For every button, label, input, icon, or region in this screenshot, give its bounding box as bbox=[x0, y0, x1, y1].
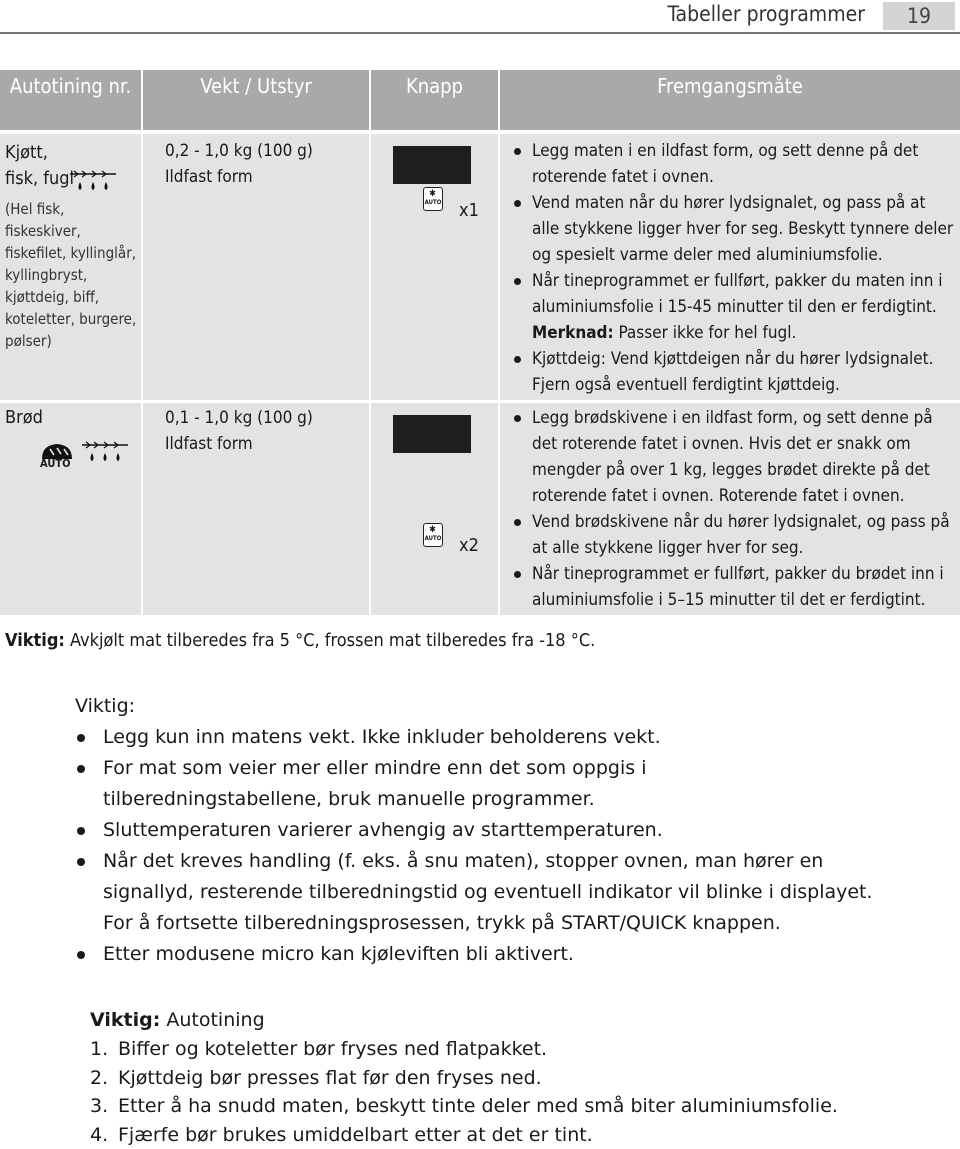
procedure-steps bbox=[510, 405, 954, 613]
display-window bbox=[393, 146, 471, 184]
table-note-text: Avkjølt mat tilberedes fra 5 °C, frossen mat tilberedes fra -18 °C. bbox=[64, 630, 596, 651]
procedure-step: Legg brødskivene i en ildfast form, og sett denne på det roterende fatet i ovnen. Hvis det er snakk om mengder på over 1 kg, legges brødet direkte på det roterende fatet i ovnen. Roterende fatet i ovnen. bbox=[510, 405, 954, 509]
list-item: 1. Biffer og koteletter bør fryses ned flatpakket. bbox=[90, 1038, 548, 1060]
procedure-step: Kjøttdeig: Vend kjøttdeigen når du hører lydsignalet. Fjern også eventuell ferdigtint kjøttdeig. bbox=[510, 346, 954, 398]
procedure-step: Vend maten når du hører lydsignalet, og pass på at alle stykkene ligger hver for seg. Beskytt tynnere deler og spesielt varme deler med aluminiumsfolie. bbox=[510, 190, 954, 268]
important-heading: Viktig: bbox=[75, 695, 136, 717]
autothaw-heading-title: Autotining bbox=[160, 1009, 265, 1031]
procedure-step: Vend brødskivene når du hører lydsignalet, og pass på at alle stykkene ligger hver for seg. bbox=[510, 509, 954, 561]
procedure-step: Legg maten i en ildfast form, og sett denne på det roterende fatet i ovnen. bbox=[510, 138, 954, 190]
defrost-icon bbox=[68, 170, 118, 196]
category-label: Brød bbox=[5, 407, 43, 428]
list-item: 3. Etter å ha snudd maten, beskytt tinte deler med små biter aluminiumsfolie. bbox=[90, 1095, 838, 1117]
table-row-meat-procedure bbox=[500, 134, 960, 400]
list-item: Legg kun inn matens vekt. Ikke inkluder beholderens vekt. bbox=[75, 722, 955, 753]
remark-label: Merknad: bbox=[532, 323, 614, 343]
table-row-meat-button bbox=[371, 134, 498, 400]
auto-label: AUTO bbox=[40, 457, 71, 470]
category-label: Kjøtt, fisk, fugl bbox=[5, 142, 75, 189]
autothaw-section bbox=[90, 1006, 950, 1149]
section-title: Tabeller programmer bbox=[667, 2, 865, 26]
list-item: 4. Fjærfe bør brukes umiddelbart etter at det er tint. bbox=[90, 1123, 593, 1146]
table-row-meat-category bbox=[0, 134, 141, 400]
column-header-weight: Vekt / Utstyr bbox=[143, 70, 369, 130]
list-item: For mat som veier mer eller mindre enn det som oppgis i tilberedningstabellene, bruk manuelle programmer. bbox=[75, 753, 703, 815]
auto-defrost-button-icon: ✱ AUTO bbox=[423, 523, 443, 547]
equipment: Ildfast form bbox=[165, 167, 253, 187]
remark-text: Passer ikke for hel fugl. bbox=[613, 323, 797, 343]
list-item: Sluttemperaturen varierer avhengig av starttemperaturen. bbox=[75, 815, 955, 846]
press-count: x2 bbox=[459, 535, 479, 556]
autothaw-heading-label: Viktig: bbox=[90, 1009, 161, 1031]
column-header-procedure: Fremgangsmåte bbox=[500, 70, 960, 130]
table-row-bread-weight bbox=[143, 403, 369, 615]
table-row-meat-weight bbox=[143, 134, 369, 400]
page-number: 19 bbox=[883, 2, 955, 30]
list-item: Etter modusene micro kan kjøleviften bli aktivert. bbox=[75, 939, 955, 970]
press-count: x1 bbox=[459, 200, 479, 221]
important-section bbox=[75, 692, 955, 970]
weight-range: 0,2 - 1,0 kg (100 g) bbox=[165, 141, 313, 161]
table-row-bread-button bbox=[371, 403, 498, 615]
table-row-bread-procedure bbox=[500, 403, 960, 615]
defrost-icon bbox=[80, 441, 130, 467]
list-item: 2. Kjøttdeig bør presses flat før den fryses ned. bbox=[90, 1066, 542, 1089]
procedure-step: Når tineprogrammet er fullført, pakker du brødet inn i aluminiumsfolie i 5–15 minutter til det er ferdigtint. bbox=[510, 561, 954, 613]
procedure-steps bbox=[510, 138, 954, 398]
procedure-step: Når tineprogrammet er fullført, pakker du maten inn i aluminiumsfolie i 15-45 minutter til den er ferdigtint. Merknad: Passer ikke for hel fugl. bbox=[510, 268, 954, 346]
list-item: Når det kreves handling (f. eks. å snu maten), stopper ovnen, man hører en signallyd, resterende tilberedningstid og eventuell indikator vil blinke i displayet. For å fortsette tilberedningsprosessen, trykk på START/QUICK knappen. bbox=[75, 846, 893, 939]
table-note-label: Viktig: bbox=[5, 630, 65, 651]
table-header bbox=[0, 70, 960, 130]
auto-defrost-button-icon: ✱ AUTO bbox=[423, 187, 443, 211]
table-row-bread-category bbox=[0, 403, 141, 615]
category-subtext: (Hel fisk, fiskeskiver, fiskefilet, kyllinglår, kyllingbryst, kjøttdeig, biff, koteletter, burgere, pølser) bbox=[5, 200, 137, 350]
autothaw-list bbox=[90, 1035, 950, 1149]
weight-range: 0,1 - 1,0 kg (100 g) bbox=[165, 408, 313, 428]
header-rule bbox=[0, 32, 960, 34]
important-list bbox=[75, 722, 955, 970]
column-header-autotining: Autotining nr. bbox=[0, 70, 141, 130]
equipment: Ildfast form bbox=[165, 434, 253, 454]
column-header-button: Knapp bbox=[371, 70, 498, 130]
table-note bbox=[5, 630, 595, 651]
display-window bbox=[393, 415, 471, 453]
autothaw-heading bbox=[90, 1006, 950, 1034]
